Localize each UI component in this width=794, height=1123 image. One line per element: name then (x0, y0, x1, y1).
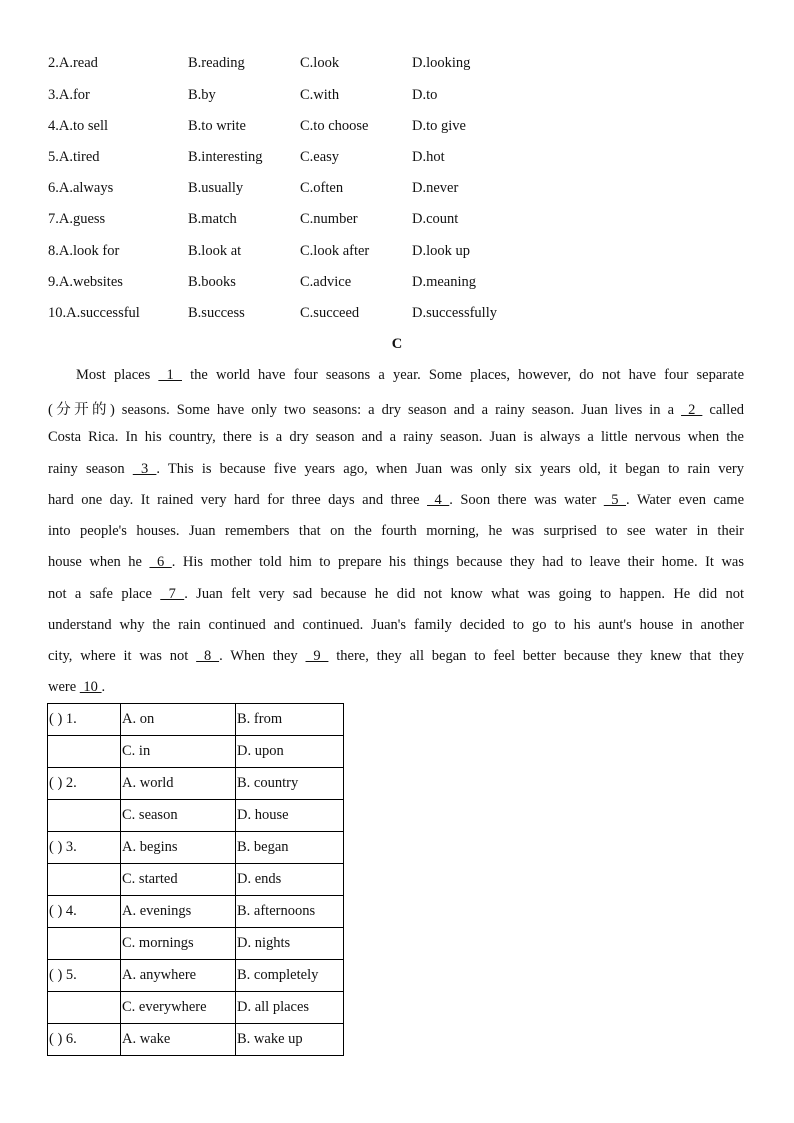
option-row (48, 211, 748, 231)
passage-text: . Soon there was water (449, 492, 604, 508)
passage-text: . Juan felt very sad because he did not know what was going to happen. He did not (184, 586, 744, 602)
passage-text: . This is because five years ago, when Juan was only six years old, it began to rain very (156, 461, 744, 477)
option-row (48, 149, 748, 169)
option-row (48, 274, 748, 294)
blank-10: 10 (79, 679, 102, 695)
choice-a: A. world (121, 768, 236, 800)
section-title: C (391, 336, 403, 352)
passage-line (48, 398, 744, 420)
option-b: B.by (188, 87, 216, 103)
option-d: D.hot (412, 149, 445, 165)
blank-5: 5 (603, 492, 626, 508)
option-a: 4.A.to sell (48, 118, 109, 134)
passage-text: rainy season (48, 461, 133, 477)
option-a: 6.A.always (48, 180, 114, 196)
choice-d: D. house (236, 800, 344, 832)
passage-text: into people's houses. Juan remembers that on the fourth morning, he was surprised to see water in their (48, 523, 744, 539)
option-d: D.count (412, 211, 459, 227)
option-c: C.easy (300, 149, 340, 165)
blank-2: 2 (681, 402, 703, 418)
blank-9: 9 (305, 648, 329, 664)
choice-b: B. began (236, 832, 344, 864)
table-row (48, 736, 344, 768)
passage-line (48, 586, 744, 608)
option-a: 5.A.tired (48, 149, 100, 165)
option-a: 3.A.for (48, 87, 90, 103)
passage-text: were (48, 679, 80, 695)
question-number: ( ) 1. (48, 704, 121, 736)
option-c: C.to choose (300, 118, 369, 134)
option-c: C.number (300, 211, 358, 227)
question-number: ( ) 5. (48, 960, 121, 992)
empty-cell (48, 864, 121, 896)
table-row (48, 768, 344, 800)
passage-line (48, 554, 744, 576)
passage-text: hard one day. It rained very hard for three days and three (48, 492, 428, 508)
question-table (47, 703, 344, 1056)
option-d: D.look up (412, 243, 470, 259)
option-a: 10.A.successful (48, 305, 140, 321)
blank-7: 7 (160, 586, 185, 602)
choice-c: C. in (121, 736, 236, 768)
passage-line (48, 523, 744, 545)
passage-text: city, where it was not (48, 648, 197, 664)
empty-cell (48, 928, 121, 960)
option-d: D.to give (412, 118, 466, 134)
choice-d: D. ends (236, 864, 344, 896)
passage-text: . When they (219, 648, 306, 664)
option-d: D.looking (412, 55, 471, 71)
table-row (48, 800, 344, 832)
choice-a: A. wake (121, 1024, 236, 1056)
choice-b: B. country (236, 768, 344, 800)
passage-text: there, they all began to feel better because they knew that they (328, 648, 745, 664)
passage-text: Most places (76, 367, 159, 383)
blank-3: 3 (132, 461, 157, 477)
table-row (48, 864, 344, 896)
table-row (48, 896, 344, 928)
option-a: 2.A.read (48, 55, 98, 71)
option-row (48, 243, 748, 263)
blank-8: 8 (196, 648, 220, 664)
passage-text: . Water even came (626, 492, 745, 508)
choice-a: A. evenings (121, 896, 236, 928)
option-b: B.match (188, 211, 237, 227)
table-row (48, 704, 344, 736)
option-c: C.look (300, 55, 340, 71)
choice-b: B. afternoons (236, 896, 344, 928)
option-b: B.usually (188, 180, 244, 196)
passage-text: Costa Rica. In his country, there is a dry season and a rainy season. Juan is always a little nervous when the (48, 429, 744, 445)
choice-c: C. season (121, 800, 236, 832)
passage-line (48, 617, 744, 639)
choice-a: A. begins (121, 832, 236, 864)
passage-text: the world have four seasons a year. Some places, however, do not have four separate (181, 367, 745, 383)
option-c: C.advice (300, 274, 352, 290)
table-row (48, 960, 344, 992)
option-row (48, 180, 748, 200)
empty-cell (48, 992, 121, 1024)
table-row (48, 928, 344, 960)
choice-b: B. wake up (236, 1024, 344, 1056)
question-number: ( ) 4. (48, 896, 121, 928)
option-d: D.to (412, 87, 438, 103)
passage-line (48, 648, 744, 670)
passage-text: . His mother told him to prepare his things because they had to leave their home. It was (171, 554, 745, 570)
option-a: 8.A.look for (48, 243, 120, 259)
passage-text: called (702, 402, 745, 418)
choice-c: C. started (121, 864, 236, 896)
question-number: ( ) 3. (48, 832, 121, 864)
choice-d: D. nights (236, 928, 344, 960)
passage-line (48, 429, 744, 451)
question-number: ( ) 6. (48, 1024, 121, 1056)
option-a: 7.A.guess (48, 211, 106, 227)
choice-d: D. all places (236, 992, 344, 1024)
option-b: B.reading (188, 55, 245, 71)
choice-c: C. everywhere (121, 992, 236, 1024)
choice-a: A. anywhere (121, 960, 236, 992)
option-d: D.meaning (412, 274, 477, 290)
option-a: 9.A.websites (48, 274, 123, 290)
table-row (48, 992, 344, 1024)
passage-line (48, 461, 744, 483)
passage-text: not a safe place (48, 586, 161, 602)
choice-c: C. mornings (121, 928, 236, 960)
option-b: B.books (188, 274, 236, 290)
option-d: D.successfully (412, 305, 497, 321)
passage-text: understand why the rain continued and continued. Juan's family decided to go to his aunt's house in another (48, 617, 744, 633)
question-number: ( ) 2. (48, 768, 121, 800)
option-row (48, 55, 748, 75)
passage-text: house when he (48, 554, 150, 570)
option-row (48, 87, 748, 107)
option-c: C.with (300, 87, 340, 103)
empty-cell (48, 800, 121, 832)
option-d: D.never (412, 180, 459, 196)
choice-d: D. upon (236, 736, 344, 768)
choice-a: A. on (121, 704, 236, 736)
table-row (48, 832, 344, 864)
blank-4: 4 (427, 492, 450, 508)
blank-6: 6 (149, 554, 172, 570)
choice-b: B. from (236, 704, 344, 736)
table-row (48, 1024, 344, 1056)
choice-b: B. completely (236, 960, 344, 992)
option-b: B.success (188, 305, 245, 321)
option-c: C.often (300, 180, 344, 196)
passage-text: . (101, 679, 106, 695)
passage-line (48, 367, 744, 389)
passage-line (48, 492, 744, 514)
option-b: B.to write (188, 118, 246, 134)
option-row (48, 118, 748, 138)
empty-cell (48, 736, 121, 768)
option-b: B.interesting (188, 149, 263, 165)
option-row (48, 305, 748, 325)
option-c: C.look after (300, 243, 370, 259)
passage-line (48, 679, 744, 701)
blank-1: 1 (158, 367, 182, 383)
passage-text: (分开的) seasons. Some have only two seasons: a dry season and a rainy season. Juan lives in a (48, 402, 682, 418)
option-b: B.look at (188, 243, 242, 259)
option-c: C.succeed (300, 305, 360, 321)
